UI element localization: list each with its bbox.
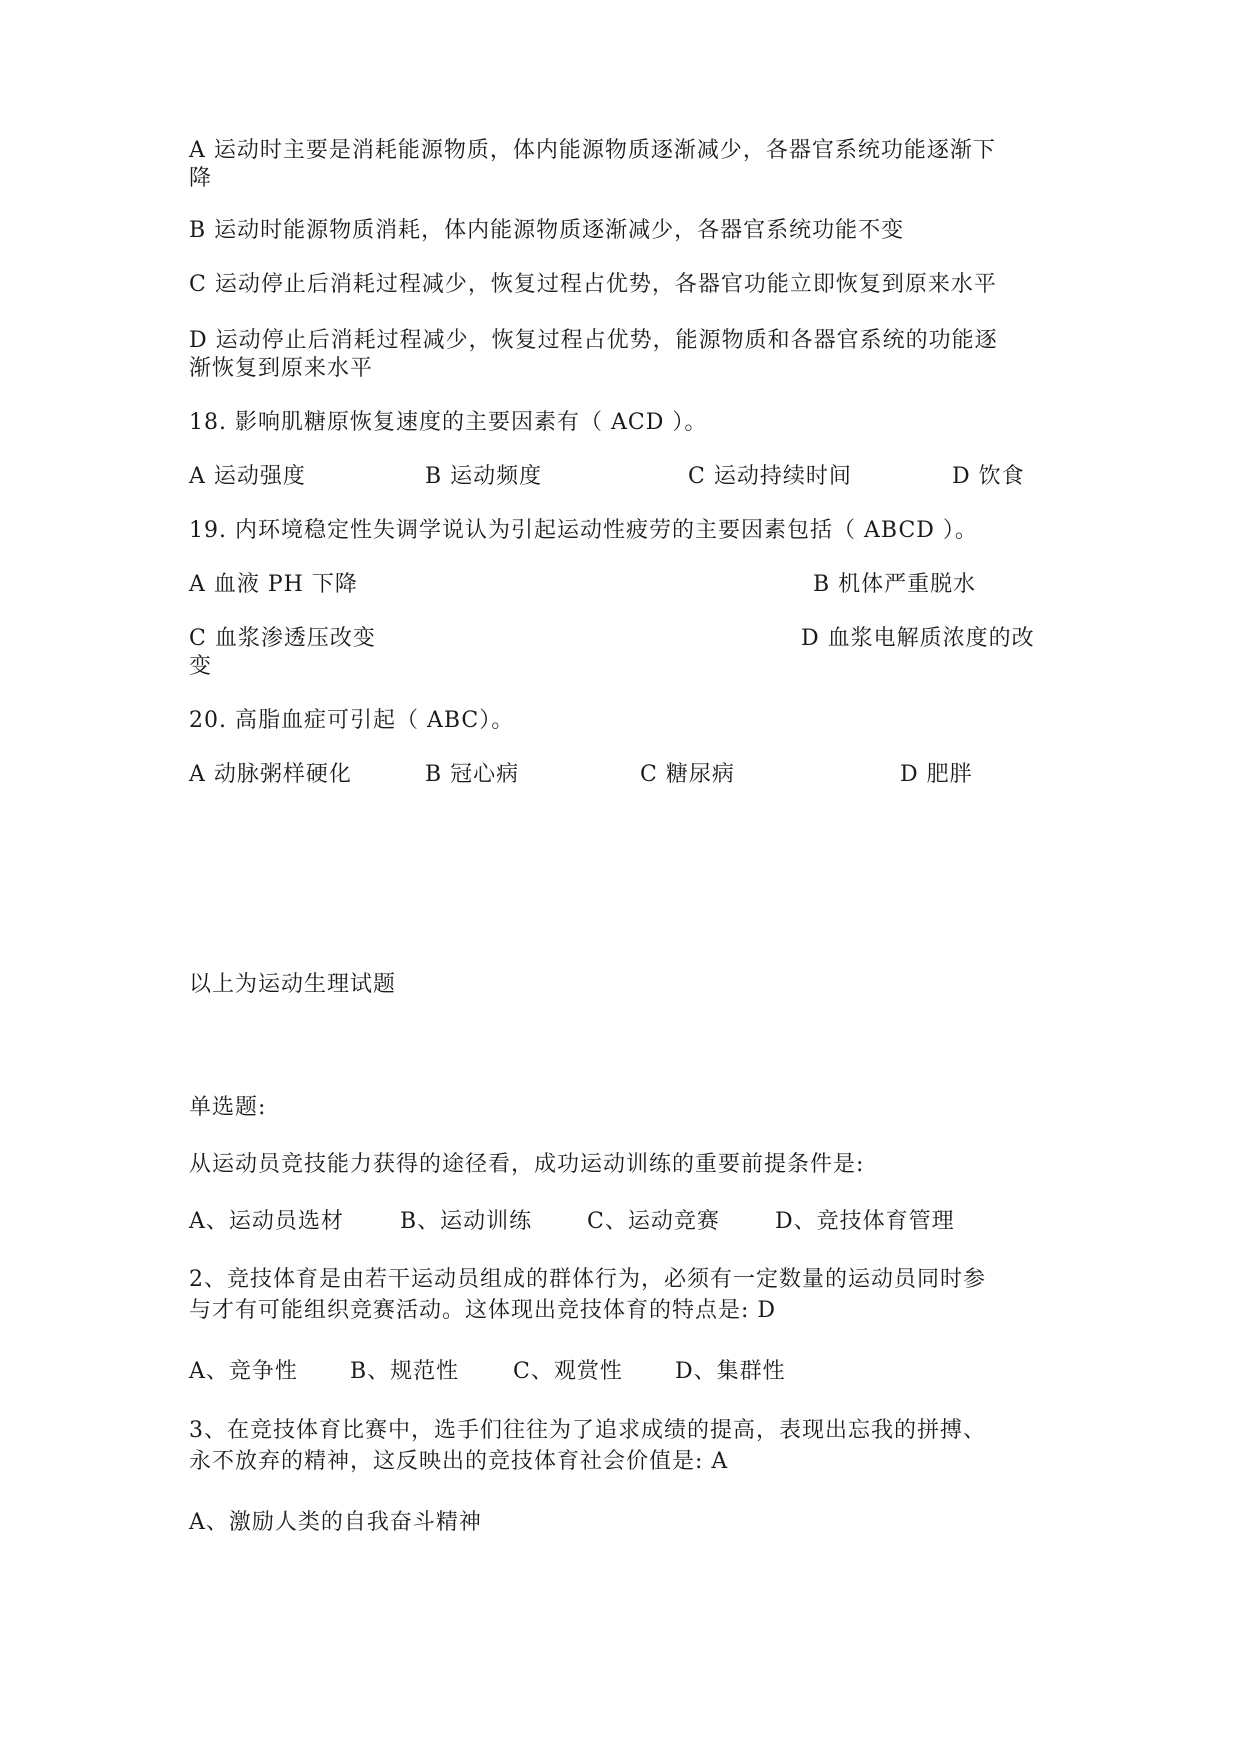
q18-option-d: D 饮食: [952, 464, 1025, 489]
q19-option-d-line1: D 血浆电解质浓度的改: [801, 626, 1035, 651]
q20-option-a: A 动脉粥样硬化: [189, 762, 352, 787]
q17-option-d-line1: D 运动停止后消耗过程减少，恢复过程占优势，能源物质和各器官系统的功能逐: [189, 328, 998, 353]
q17-option-b: B 运动时能源物质消耗，体内能源物质逐渐减少，各器官系统功能不变: [189, 218, 905, 243]
q20-option-b: B 冠心病: [425, 762, 520, 787]
q19-option-d-line2: 变: [189, 654, 213, 679]
q18-option-b: B 运动频度: [425, 464, 543, 489]
q19-option-b: B 机体严重脱水: [813, 572, 977, 597]
sq2-option-d: D、集群性: [675, 1359, 786, 1384]
q20-question: 20. 高脂血症可引起（ ABC）。: [189, 708, 515, 733]
q18-option-c: C 运动持续时间: [688, 464, 852, 489]
sq2-option-b: B、规范性: [350, 1359, 460, 1384]
sq1-option-c: C、运动竞赛: [587, 1209, 720, 1234]
sq2-option-c: C、观赏性: [513, 1359, 623, 1384]
sq1-option-b: B、运动训练: [400, 1209, 533, 1234]
q17-option-a-line1: A 运动时主要是消耗能源物质，体内能源物质逐渐减少，各器官系统功能逐渐下: [189, 138, 996, 163]
q19-question: 19. 内环境稳定性失调学说认为引起运动性疲劳的主要因素包括（ ABCD ）。: [189, 518, 978, 543]
sq2-question-line2: 与才有可能组织竞赛活动。这体现出竞技体育的特点是: D: [189, 1298, 777, 1323]
q17-option-c: C 运动停止后消耗过程减少，恢复过程占优势，各器官功能立即恢复到原来水平: [189, 272, 997, 297]
sq2-question-line1: 2、竞技体育是由若干运动员组成的群体行为，必须有一定数量的运动员同时参: [189, 1267, 986, 1292]
q18-question: 18. 影响肌糖原恢复速度的主要因素有（ ACD ）。: [189, 410, 708, 435]
sq3-option-a: A、激励人类的自我奋斗精神: [189, 1510, 482, 1535]
q17-option-d-line2: 渐恢复到原来水平: [189, 356, 374, 381]
sq1-option-a: A、运动员选材: [189, 1209, 344, 1234]
q17-option-a-line2: 降: [189, 166, 213, 191]
q19-option-c: C 血浆渗透压改变: [189, 626, 376, 651]
single-choice-heading: 单选题:: [189, 1095, 267, 1120]
sq2-option-a: A、竞争性: [189, 1359, 298, 1384]
q19-option-a: A 血液 PH 下降: [189, 572, 358, 597]
q20-option-d: D 肥胖: [900, 762, 973, 787]
sq1-option-d: D、竞技体育管理: [775, 1209, 955, 1234]
section-end-note: 以上为运动生理试题: [189, 972, 397, 997]
q20-option-c: C 糖尿病: [640, 762, 735, 787]
sq1-question: 从运动员竞技能力获得的途径看，成功运动训练的重要前提条件是:: [189, 1152, 865, 1177]
sq3-question-line1: 3、在竞技体育比赛中，选手们往往为了追求成绩的提高，表现出忘我的拼搏、: [189, 1418, 986, 1443]
sq3-question-line2: 永不放弃的精神，这反映出的竞技体育社会价值是: A: [189, 1449, 729, 1474]
q18-option-a: A 运动强度: [189, 464, 306, 489]
